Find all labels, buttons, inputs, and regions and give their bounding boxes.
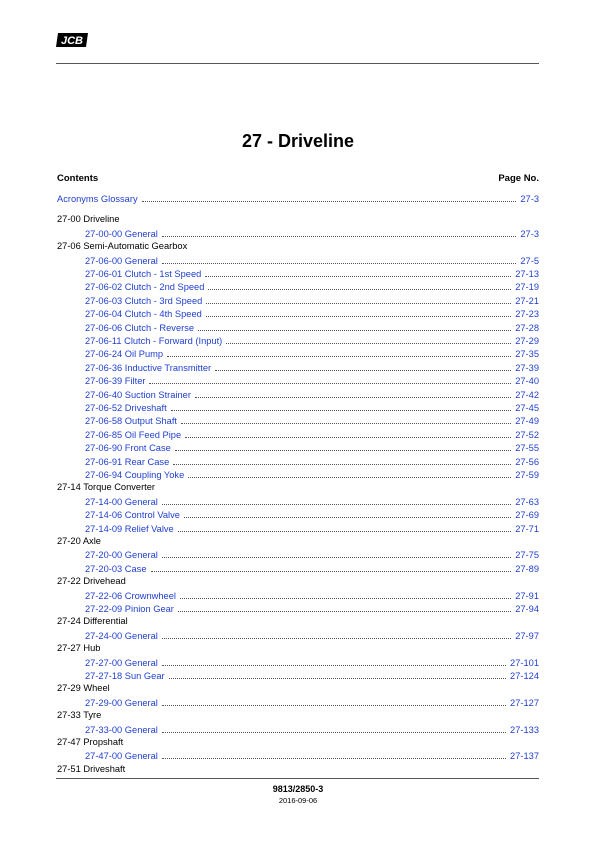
toc-entry-label: 27-06-06 Clutch - Reverse [85, 322, 195, 333]
dot-leader [162, 656, 506, 666]
dot-leader [169, 669, 506, 679]
jcb-logo-icon [55, 31, 89, 49]
toc-entry-link[interactable] [57, 455, 539, 468]
toc-section-heading: 27-00 Driveline [57, 214, 120, 225]
toc-entry-label: 27-14-09 Relief Valve [85, 523, 174, 534]
toc-entry-label: 27-06-39 Filter [85, 376, 146, 387]
toc-entry-page: 27-69 [515, 510, 539, 521]
toc-section-heading: 27-33 Tyre [57, 710, 102, 721]
dot-leader [206, 294, 511, 304]
toc-entry-link[interactable] [57, 508, 539, 521]
toc-entry-label: 27-20-03 Case [85, 563, 147, 574]
toc-entry-label: 27-06-90 Front Case [85, 443, 171, 454]
dot-leader [162, 723, 506, 733]
dot-leader [167, 347, 511, 357]
dot-leader [206, 307, 511, 317]
dot-leader [184, 508, 511, 518]
toc-entry-page: 27-137 [510, 751, 539, 762]
toc-entry-page: 27-3 [520, 194, 539, 204]
toc-entry-link[interactable] [57, 388, 539, 401]
toc-entry-page: 27-3 [520, 228, 539, 239]
toc-entry-link[interactable] [57, 414, 539, 427]
toc-entry-link[interactable] [57, 227, 539, 240]
dot-leader [162, 548, 511, 558]
toc-entry-label: 27-14-06 Control Valve [85, 510, 180, 521]
toc-entry-link[interactable] [57, 522, 539, 535]
toc-entry-page: 27-71 [515, 523, 539, 534]
toc-entry-label: 27-06-02 Clutch - 2nd Speed [85, 282, 205, 293]
toc-entry-label: 27-06-00 General [85, 255, 158, 266]
toc-entry-page: 27-49 [515, 416, 539, 427]
toc-entry-label: 27-06-24 Oil Pump [85, 349, 164, 360]
toc-entry-label: 27-06-94 Coupling Yoke [85, 470, 185, 480]
toc-entry-label: Acronyms Glossary [57, 194, 138, 204]
toc-entry-link[interactable] [57, 495, 539, 508]
dot-leader [162, 254, 517, 264]
toc-entry-label: 27-06-52 Driveshaft [85, 403, 167, 413]
toc-entry-page: 27-89 [515, 563, 539, 574]
toc-entry-link[interactable] [57, 548, 539, 561]
toc-entry-label: 27-06-58 Output Shaft [85, 416, 177, 427]
toc-entry-page: 27-75 [515, 550, 539, 561]
toc-entry-label: 27-00-00 General [85, 228, 158, 239]
dot-leader [162, 227, 517, 237]
toc-entry-page: 27-23 [515, 309, 539, 320]
toc-entry-link[interactable] [57, 696, 539, 709]
toc-entry-page: 27-39 [515, 362, 539, 373]
toc-entry-label: 27-06-04 Clutch - 4th Speed [85, 309, 202, 320]
dot-leader [208, 280, 511, 290]
toc-entry-page: 27-133 [510, 724, 539, 735]
footer-rule [56, 778, 539, 779]
toc-entry-link[interactable] [57, 321, 539, 334]
toc-entry-label: 27-33-00 General [85, 724, 158, 735]
toc-entry-label: 27-06-01 Clutch - 1st Speed [85, 269, 202, 279]
toc-entry-link[interactable] [57, 602, 539, 615]
toc-section-heading: 27-20 Axle [57, 536, 101, 546]
toc-entry-page: 27-5 [520, 255, 539, 266]
toc-entry-link[interactable] [57, 192, 539, 205]
dot-leader [142, 192, 517, 202]
toc-entry-link[interactable] [57, 374, 539, 387]
dot-leader [178, 602, 511, 612]
toc-entry-link[interactable] [57, 428, 539, 441]
toc-entry-link[interactable] [57, 589, 539, 602]
toc-entry-link[interactable] [57, 562, 539, 575]
dot-leader [226, 334, 511, 344]
toc-entry-label: 27-27-18 Sun Gear [85, 671, 165, 681]
dot-leader [162, 629, 511, 639]
toc-entry-label: 27-22-06 Crownwheel [85, 590, 176, 601]
dot-leader [171, 401, 512, 411]
toc-entry-label: 27-27-00 General [85, 657, 158, 668]
toc-section-heading: 27-14 Torque Converter [57, 482, 156, 493]
toc-entry-page: 27-101 [510, 657, 539, 668]
toc-section-heading: 27-29 Wheel [57, 683, 110, 694]
toc-entry-page: 27-21 [515, 295, 539, 306]
toc-entry-page: 27-56 [515, 456, 539, 467]
dot-leader [181, 414, 511, 424]
document-date: 2016-09-06 [278, 796, 318, 805]
toc-entry-label: 27-14-00 General [85, 496, 158, 507]
toc-entry-link[interactable] [57, 441, 539, 454]
dot-leader [162, 696, 506, 706]
dot-leader [198, 321, 511, 331]
toc-entry-page: 27-19 [515, 282, 539, 293]
toc-entry-page: 27-124 [510, 671, 539, 681]
dot-leader [178, 522, 512, 532]
toc-entry-link[interactable] [57, 401, 539, 414]
dot-leader [162, 749, 506, 759]
toc-entry-page: 27-52 [515, 429, 539, 440]
toc-entry-label: 27-24-00 General [85, 630, 158, 641]
toc-entry-link[interactable] [57, 656, 539, 669]
toc-entry-page: 27-55 [515, 443, 539, 454]
dot-leader [205, 267, 511, 277]
toc-entry-link[interactable] [57, 267, 539, 280]
toc-section-heading: 27-47 Propshaft [57, 737, 124, 747]
toc-entry-label: 27-06-11 Clutch - Forward (Input) [85, 336, 223, 346]
toc-entry-page: 27-97 [515, 630, 539, 641]
svg-text:JCB: JCB [60, 35, 84, 47]
toc-entry-page: 27-29 [515, 336, 539, 346]
dot-leader [215, 361, 511, 371]
toc-entry-link[interactable] [57, 254, 539, 267]
page-no-heading: Page No. [498, 173, 539, 184]
toc-entry-label: 27-06-91 Rear Case [85, 456, 170, 467]
toc-entry-page: 27-63 [515, 496, 539, 507]
toc-entry-page: 27-40 [515, 376, 539, 387]
toc-entry-page: 27-45 [515, 403, 539, 413]
toc-entry-page: 27-13 [515, 269, 539, 279]
toc-entry-link[interactable] [57, 361, 539, 374]
toc-entry-link[interactable] [57, 669, 539, 682]
toc-section-heading: 27-51 Driveshaft [57, 763, 126, 774]
toc-entry-link[interactable] [57, 749, 539, 762]
dot-leader [151, 562, 512, 572]
toc-entry-page: 27-127 [510, 697, 539, 708]
dot-leader [188, 468, 511, 478]
toc-entry-page: 27-94 [515, 604, 539, 614]
toc-entry-link[interactable] [57, 294, 539, 307]
toc-entry-page: 27-35 [515, 349, 539, 360]
header-rule [56, 63, 539, 64]
toc-entry-link[interactable] [57, 307, 539, 320]
toc-entry-label: 27-20-00 General [85, 550, 158, 561]
page-title: 27 - Driveline [241, 131, 355, 151]
document-code: 9813/2850-3 [272, 784, 324, 794]
toc-entry-page: 27-42 [515, 389, 539, 400]
toc-entry-page: 27-28 [515, 322, 539, 333]
dot-leader [175, 441, 511, 451]
dot-leader [173, 455, 511, 465]
toc-entry-page: 27-59 [515, 470, 539, 480]
jcb-logo [55, 31, 89, 49]
toc-entry-link[interactable] [57, 629, 539, 642]
toc-entry-link[interactable] [57, 280, 539, 293]
toc-section-heading: 27-24 Differential [57, 616, 128, 627]
toc-entry-label: 27-47-00 General [85, 751, 158, 762]
toc-header [57, 173, 539, 184]
toc-entry-label: 27-06-36 Inductive Transmitter [85, 362, 212, 373]
dot-leader [180, 589, 511, 599]
toc-entry-page: 27-91 [515, 590, 539, 601]
toc-entry-label: 27-06-40 Suction Strainer [85, 389, 191, 400]
toc-entry-link[interactable] [57, 468, 539, 481]
dot-leader [162, 495, 511, 505]
toc-entry-label: 27-22-09 Pinion Gear [85, 604, 174, 614]
dot-leader [185, 428, 511, 438]
dot-leader [149, 374, 511, 384]
toc-entry-label: 27-06-85 Oil Feed Pipe [85, 429, 182, 440]
toc-entry-label: 27-29-00 General [85, 697, 158, 708]
dot-leader [195, 388, 511, 398]
toc-section-heading: 27-22 Drivehead [57, 576, 126, 587]
toc-section-heading: 27-27 Hub [57, 643, 101, 654]
toc-entry-link[interactable] [57, 347, 539, 360]
toc-section-heading: 27-06 Semi-Automatic Gearbox [57, 241, 188, 252]
toc-entry-label: 27-06-03 Clutch - 3rd Speed [85, 295, 203, 306]
contents-heading: Contents [57, 173, 99, 184]
toc-entry-link[interactable] [57, 334, 539, 347]
toc-entry-link[interactable] [57, 723, 539, 736]
